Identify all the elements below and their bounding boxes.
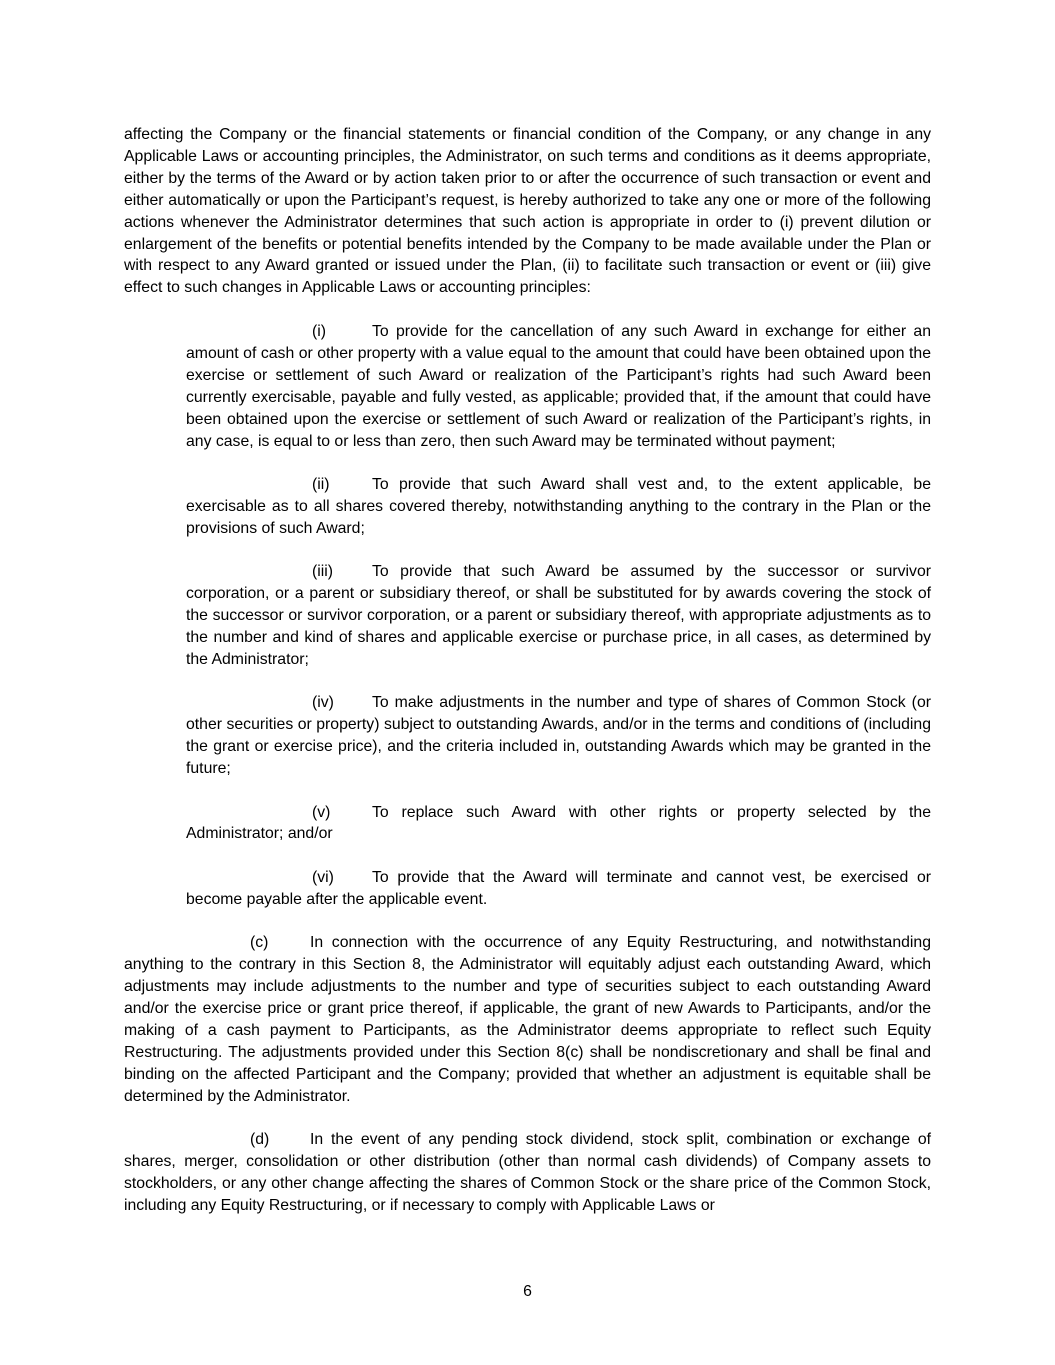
item-text: To make adjustments in the number and type of shares of Common Stock (or other securities or property) subject to outstanding Awards, and/or in the terms and conditions of (including the grant or exercise price), and the criteria included in, outstanding Awards which may be granted in the future; <box>186 694 931 778</box>
list-item <box>186 321 931 452</box>
section-d-text: In the event of any pending stock dividend, stock split, combination or exchange of shares, merger, consolidation or other distribution (other than normal cash dividends) of Company assets to stockholders, or any other change affecting the shares of Common Stock or the share price of the Common Stock, including any Equity Restructuring, or if necessary to comply with Applicable Laws or <box>124 1131 931 1215</box>
section-d-label: (d) <box>250 1131 270 1149</box>
item-text: To provide that the Award will terminate and cannot vest, be exercised or become payable after the applicable event. <box>186 868 931 908</box>
item-label: (i) <box>312 323 327 341</box>
page-number: 6 <box>523 1283 532 1300</box>
intro-paragraph: affecting the Company or the financial statements or financial condition of the Company, or any change in any Applicable Laws or accounting principles, the Administrator, on such terms and conditions as it deems appropriate, either by the terms of the Award or by action taken prior to or after the occurrence of such transaction or event and either automatically or upon the Participant’s request, is hereby authorized to take any one or more of the following actions whenever the Administrator determines that such action is appropriate in order to (i) prevent dilution or enlargement of the benefits or potential benefits intended by the Company to be made available under the Plan or with respect to any Award granted or issued under the Plan, (ii) to facilitate such transaction or event or (iii) give effect to such changes in Applicable Laws or accounting principles: <box>124 126 931 297</box>
list-item <box>186 867 931 911</box>
list-item <box>186 561 931 671</box>
item-label: (iv) <box>312 694 334 712</box>
item-text: To provide that such Award be assumed by the successor or survivor corporation, or a parent or subsidiary thereof, or shall be substituted for by awards covering the stock of the successor or survivor corporation, or a parent or subsidiary thereof, with appropriate adjustments as to the number and kind of shares and applicable exercise or purchase price, in all cases, as determined by the Administrator; <box>186 563 931 669</box>
item-label: (vi) <box>312 868 334 886</box>
item-text: To provide for the cancellation of any such Award in exchange for either an amount of cash or other property with a value equal to the amount that could have been obtained upon the exercise or settlement of such Award or realization of the Participant’s rights had such Award been currently exercisable, payable and fully vested, as applicable; provided that, if the amount that could have been obtained upon the exercise or settlement of such Award or realization of the Participant’s rights, in any case, is equal to or less than zero, then such Award may be terminated without payment; <box>186 323 931 450</box>
section-c-paragraph <box>124 932 931 1107</box>
list-item <box>186 802 931 846</box>
section-d-paragraph <box>124 1129 931 1217</box>
section-c-label: (c) <box>250 934 269 952</box>
list-item <box>186 474 931 540</box>
item-label: (iii) <box>312 563 334 581</box>
item-label: (ii) <box>312 476 330 494</box>
list-item <box>186 692 931 780</box>
section-c-text: In connection with the occurrence of any Equity Restructuring, and notwithstanding anything to the contrary in this Section 8, the Administrator will equitably adjust each outstanding Award, which adjustments may include adjustments to the number and type of securities subject to each outstanding Award and/or the exercise price or grant price thereof, if applicable, the grant of new Awards to Participants, and/or the making of a cash payment to Participants, as the Administrator deems appropriate to reflect such Equity Restructuring. The adjustments provided under this Section 8(c) shall be nondiscretionary and shall be final and binding on the affected Participant and the Company; provided that whether an adjustment is equitable shall be determined by the Administrator. <box>124 934 931 1105</box>
item-text: To replace such Award with other rights or property selected by the Administrator; and/or <box>186 803 931 843</box>
document-body <box>124 124 931 1239</box>
item-text: To provide that such Award shall vest and, to the extent applicable, be exercisable as to all shares covered thereby, notwithstanding anything to the contrary in the Plan or the provisions of such Award; <box>186 476 931 537</box>
item-label: (v) <box>312 803 331 821</box>
